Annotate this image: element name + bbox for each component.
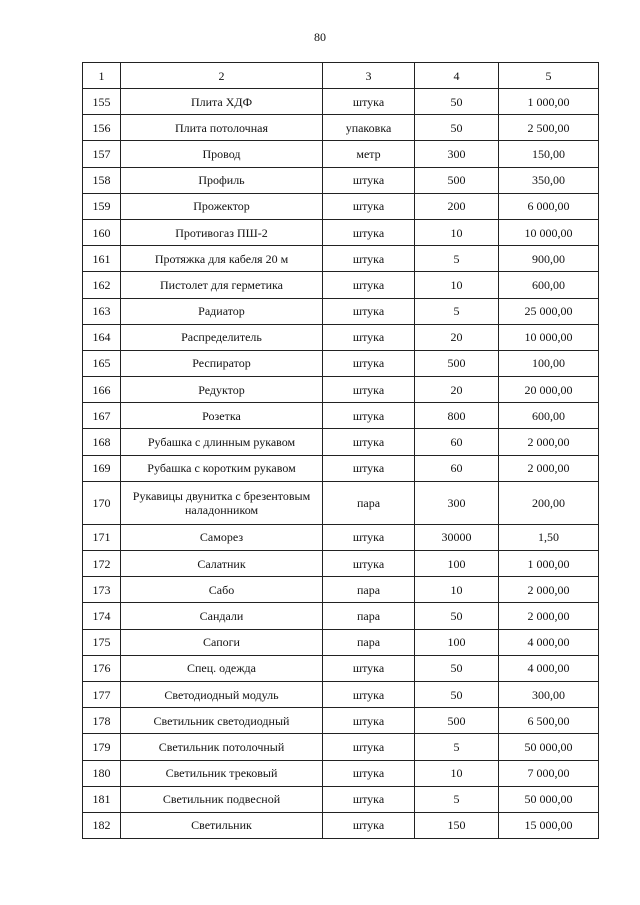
item-name-cell: Противогаз ПШ-2 (121, 219, 323, 245)
row-number-cell: 160 (83, 219, 121, 245)
quantity-cell: 100 (415, 629, 499, 655)
table-row (83, 403, 599, 429)
row-number-cell: 158 (83, 167, 121, 193)
row-number-cell: 157 (83, 141, 121, 167)
quantity-cell: 50 (415, 603, 499, 629)
table-row (83, 115, 599, 141)
item-name-cell: Прожектор (121, 193, 323, 219)
item-name-cell: Радиатор (121, 298, 323, 324)
unit-cell: штука (323, 377, 415, 403)
table-row (83, 272, 599, 298)
unit-cell: метр (323, 141, 415, 167)
item-name-cell: Рубашка с длинным рукавом (121, 429, 323, 455)
row-number-cell: 164 (83, 324, 121, 350)
unit-cell: штука (323, 524, 415, 550)
table-row (83, 350, 599, 376)
row-number-cell: 159 (83, 193, 121, 219)
unit-cell: штука (323, 455, 415, 481)
table-row (83, 577, 599, 603)
price-cell: 2 500,00 (499, 115, 599, 141)
row-number-cell: 167 (83, 403, 121, 429)
item-name-cell: Светодиодный модуль (121, 681, 323, 707)
quantity-cell: 10 (415, 219, 499, 245)
item-name-cell: Пистолет для герметика (121, 272, 323, 298)
unit-cell: штука (323, 89, 415, 115)
unit-cell: штука (323, 760, 415, 786)
item-name-cell: Профиль (121, 167, 323, 193)
quantity-cell: 60 (415, 429, 499, 455)
item-name-cell: Светильник (121, 812, 323, 838)
quantity-cell: 20 (415, 377, 499, 403)
table-row (83, 812, 599, 838)
row-number-cell: 166 (83, 377, 121, 403)
quantity-cell: 50 (415, 681, 499, 707)
table-body (83, 89, 599, 839)
price-cell: 20 000,00 (499, 377, 599, 403)
row-number-cell: 179 (83, 734, 121, 760)
table-row (83, 786, 599, 812)
table-row (83, 524, 599, 550)
quantity-cell: 30000 (415, 524, 499, 550)
unit-cell: штука (323, 786, 415, 812)
price-cell: 300,00 (499, 681, 599, 707)
quantity-cell: 5 (415, 246, 499, 272)
column-header: 1 (83, 63, 121, 89)
table-row (83, 455, 599, 481)
price-cell: 350,00 (499, 167, 599, 193)
unit-cell: пара (323, 603, 415, 629)
quantity-cell: 50 (415, 89, 499, 115)
item-name-cell: Салатник (121, 551, 323, 577)
item-name-cell: Светильник трековый (121, 760, 323, 786)
quantity-cell: 500 (415, 167, 499, 193)
item-name-cell: Саморез (121, 524, 323, 550)
table-row (83, 551, 599, 577)
row-number-cell: 180 (83, 760, 121, 786)
unit-cell: штука (323, 812, 415, 838)
row-number-cell: 181 (83, 786, 121, 812)
row-number-cell: 162 (83, 272, 121, 298)
row-number-cell: 178 (83, 708, 121, 734)
row-number-cell: 156 (83, 115, 121, 141)
row-number-cell: 174 (83, 603, 121, 629)
quantity-cell: 10 (415, 760, 499, 786)
items-table (82, 62, 599, 839)
quantity-cell: 20 (415, 324, 499, 350)
unit-cell: штука (323, 350, 415, 376)
price-cell: 1 000,00 (499, 89, 599, 115)
unit-cell: штука (323, 324, 415, 350)
item-name-cell: Распределитель (121, 324, 323, 350)
price-cell: 15 000,00 (499, 812, 599, 838)
table-row (83, 298, 599, 324)
price-cell: 2 000,00 (499, 603, 599, 629)
table-row (83, 629, 599, 655)
table-row (83, 324, 599, 350)
item-name-cell: Провод (121, 141, 323, 167)
item-name-cell: Редуктор (121, 377, 323, 403)
quantity-cell: 60 (415, 455, 499, 481)
unit-cell: штука (323, 298, 415, 324)
row-number-cell: 175 (83, 629, 121, 655)
item-name-cell: Розетка (121, 403, 323, 429)
unit-cell: штука (323, 193, 415, 219)
table-row (83, 655, 599, 681)
price-cell: 2 000,00 (499, 429, 599, 455)
table-row (83, 167, 599, 193)
unit-cell: штука (323, 551, 415, 577)
row-number-cell: 163 (83, 298, 121, 324)
row-number-cell: 168 (83, 429, 121, 455)
quantity-cell: 5 (415, 786, 499, 812)
row-number-cell: 165 (83, 350, 121, 376)
price-cell: 25 000,00 (499, 298, 599, 324)
unit-cell: штука (323, 246, 415, 272)
price-cell: 100,00 (499, 350, 599, 376)
quantity-cell: 150 (415, 812, 499, 838)
price-cell: 200,00 (499, 481, 599, 524)
price-cell: 50 000,00 (499, 786, 599, 812)
item-name-cell: Плита ХДФ (121, 89, 323, 115)
item-name-cell: Рубашка с коротким рукавом (121, 455, 323, 481)
row-number-cell: 182 (83, 812, 121, 838)
price-cell: 4 000,00 (499, 629, 599, 655)
table-row (83, 603, 599, 629)
unit-cell: штука (323, 681, 415, 707)
table-row (83, 219, 599, 245)
page-number: 80 (314, 30, 326, 44)
quantity-cell: 200 (415, 193, 499, 219)
row-number-cell: 155 (83, 89, 121, 115)
item-name-cell: Сабо (121, 577, 323, 603)
unit-cell: пара (323, 481, 415, 524)
price-cell: 50 000,00 (499, 734, 599, 760)
price-cell: 1 000,00 (499, 551, 599, 577)
price-cell: 600,00 (499, 403, 599, 429)
unit-cell: штука (323, 403, 415, 429)
price-cell: 4 000,00 (499, 655, 599, 681)
item-name-cell: Спец. одежда (121, 655, 323, 681)
table-row (83, 760, 599, 786)
unit-cell: упаковка (323, 115, 415, 141)
row-number-cell: 177 (83, 681, 121, 707)
unit-cell: пара (323, 577, 415, 603)
price-cell: 150,00 (499, 141, 599, 167)
price-cell: 2 000,00 (499, 455, 599, 481)
table-row (83, 193, 599, 219)
table-row (83, 708, 599, 734)
table-row (83, 481, 599, 524)
unit-cell: штука (323, 272, 415, 298)
price-cell: 10 000,00 (499, 324, 599, 350)
price-cell: 6 000,00 (499, 193, 599, 219)
price-cell: 6 500,00 (499, 708, 599, 734)
column-header: 5 (499, 63, 599, 89)
table-row (83, 89, 599, 115)
unit-cell: пара (323, 629, 415, 655)
price-cell: 2 000,00 (499, 577, 599, 603)
quantity-cell: 100 (415, 551, 499, 577)
item-name-cell: Светильник светодиодный (121, 708, 323, 734)
price-cell: 10 000,00 (499, 219, 599, 245)
table-row (83, 681, 599, 707)
price-cell: 1,50 (499, 524, 599, 550)
row-number-cell: 170 (83, 481, 121, 524)
quantity-cell: 300 (415, 141, 499, 167)
row-number-cell: 176 (83, 655, 121, 681)
unit-cell: штука (323, 734, 415, 760)
table-row (83, 377, 599, 403)
row-number-cell: 173 (83, 577, 121, 603)
item-name-cell: Сапоги (121, 629, 323, 655)
quantity-cell: 500 (415, 350, 499, 376)
table-row (83, 246, 599, 272)
column-header: 2 (121, 63, 323, 89)
quantity-cell: 50 (415, 655, 499, 681)
unit-cell: штука (323, 708, 415, 734)
unit-cell: штука (323, 655, 415, 681)
quantity-cell: 5 (415, 298, 499, 324)
price-cell: 600,00 (499, 272, 599, 298)
row-number-cell: 172 (83, 551, 121, 577)
item-name-cell: Светильник подвесной (121, 786, 323, 812)
item-name-cell: Респиратор (121, 350, 323, 376)
quantity-cell: 10 (415, 272, 499, 298)
row-number-cell: 171 (83, 524, 121, 550)
quantity-cell: 300 (415, 481, 499, 524)
quantity-cell: 50 (415, 115, 499, 141)
item-name-cell: Протяжка для кабеля 20 м (121, 246, 323, 272)
quantity-cell: 10 (415, 577, 499, 603)
table-row (83, 734, 599, 760)
item-name-cell: Сандали (121, 603, 323, 629)
unit-cell: штука (323, 219, 415, 245)
price-cell: 900,00 (499, 246, 599, 272)
column-header: 4 (415, 63, 499, 89)
table-header-row (83, 63, 599, 89)
table-row (83, 429, 599, 455)
row-number-cell: 169 (83, 455, 121, 481)
item-name-cell: Плита потолочная (121, 115, 323, 141)
item-name-cell: Светильник потолочный (121, 734, 323, 760)
unit-cell: штука (323, 429, 415, 455)
item-name-cell: Рукавицы двунитка с брезентовым наладонником (121, 481, 323, 524)
table-row (83, 141, 599, 167)
price-cell: 7 000,00 (499, 760, 599, 786)
unit-cell: штука (323, 167, 415, 193)
column-header: 3 (323, 63, 415, 89)
quantity-cell: 5 (415, 734, 499, 760)
row-number-cell: 161 (83, 246, 121, 272)
quantity-cell: 500 (415, 708, 499, 734)
quantity-cell: 800 (415, 403, 499, 429)
